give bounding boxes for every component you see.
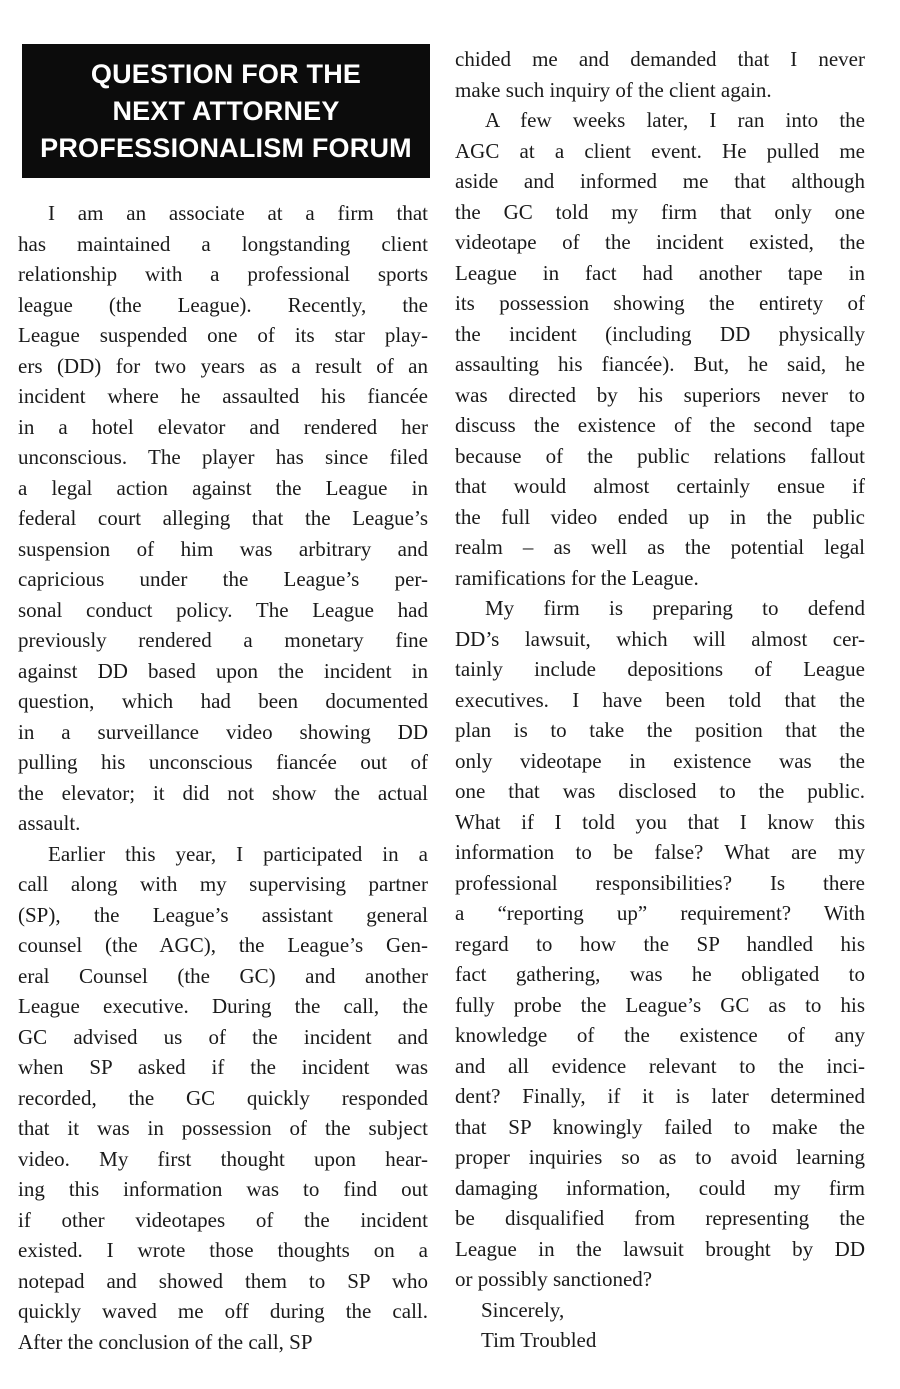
text-line: be disqualified from representing the — [455, 1206, 865, 1230]
text-line: AGC at a client event. He pulled me — [455, 138, 865, 163]
text-line: pulling his unconscious fiancée out of — [18, 750, 428, 774]
text-line: a “reporting up” requirement? With — [455, 901, 865, 925]
text-line: tainly include depositions of League — [455, 657, 865, 681]
text-line: and all evidence relevant to the inci- — [455, 1053, 865, 1078]
text-line: a legal action against the League in — [18, 475, 428, 500]
text-line: League executive. During the call, the — [18, 994, 428, 1018]
text-line: chided me and demanded that I never — [455, 47, 865, 71]
text-line: existed. I wrote those thoughts on a — [18, 1238, 428, 1262]
text-line: only videotape in existence was the — [455, 748, 865, 773]
text-line: proper inquiries so as to avoid learning — [455, 1145, 865, 1169]
text-line: League in the lawsuit brought by DD — [455, 1236, 865, 1261]
text-line: eral Counsel (the GC) and another — [18, 963, 428, 988]
text-line: aside and informed me that although — [455, 169, 865, 193]
text-line: plan is to take the position that the — [455, 718, 865, 742]
text-line: call along with my supervising partner — [18, 872, 428, 896]
text-line: assaulting his fiancée). But, he said, he — [455, 352, 865, 376]
headline-banner — [22, 44, 430, 178]
text-line: discuss the existence of the second tape — [455, 413, 865, 437]
text-line: was directed by his superiors never to — [455, 382, 865, 407]
text-line: because of the public relations fallout — [455, 443, 865, 468]
text-line: professional responsibilities? Is there — [455, 870, 865, 895]
text-line: ing this information was to find out — [18, 1177, 428, 1201]
text-line: that would almost certainly ensue if — [455, 474, 865, 498]
text-line: videotape of the incident existed, the — [455, 230, 865, 254]
text-line: the full video ended up in the public — [455, 504, 865, 529]
text-line: question, which had been documented — [18, 689, 428, 713]
text-line: fully probe the League’s GC as to his — [455, 992, 865, 1017]
text-line: if other videotapes of the incident — [18, 1207, 428, 1232]
text-line: that SP knowingly failed to make the — [455, 1114, 865, 1139]
text-line: counsel (the AGC), the League’s Gen- — [18, 933, 428, 957]
text-line: executives. I have been told that the — [455, 687, 865, 712]
text-line: its possession showing the entirety of — [455, 291, 865, 315]
text-line: that it was in possession of the subject — [18, 1116, 428, 1140]
text-line: in a surveillance video showing DD — [18, 719, 428, 744]
text-line: I am an associate at a firm that — [48, 201, 428, 225]
text-line: league (the League). Recently, the — [18, 292, 428, 317]
text-line: the elevator; it did not show the actual — [18, 780, 428, 805]
text-line: Earlier this year, I participated in a — [48, 841, 428, 866]
text-line: unconscious. The player has since filed — [18, 445, 428, 469]
text-line: My firm is preparing to defend — [485, 596, 865, 620]
headline-line: NEXT ATTORNEY — [112, 95, 340, 126]
text-line: relationship with a professional sports — [18, 262, 428, 286]
text-line: sonal conduct policy. The League had — [18, 597, 428, 622]
text-line: federal court alleging that the League’s — [18, 506, 428, 530]
text-line: when SP asked if the incident was — [18, 1055, 428, 1079]
text-line: suspension of him was arbitrary and — [18, 536, 428, 561]
text-line: regard to how the SP handled his — [455, 931, 865, 956]
text-line: assault. — [18, 811, 81, 835]
text-line: recorded, the GC quickly responded — [18, 1085, 428, 1110]
text-line: League suspended one of its star play- — [18, 323, 428, 347]
signature-name: Tim Troubled — [481, 1328, 597, 1352]
text-line: After the conclusion of the call, SP — [18, 1329, 313, 1354]
text-line: (SP), the League’s assistant general — [18, 902, 428, 927]
text-line: the GC told my firm that only one — [455, 199, 865, 224]
text-line: ramifications for the League. — [455, 565, 699, 590]
text-line: realm – as well as the potential legal — [455, 535, 865, 559]
text-line: previously rendered a monetary fine — [18, 628, 428, 652]
right-column — [455, 44, 865, 1356]
text-line: damaging information, could my firm — [455, 1175, 865, 1200]
text-line: DD’s lawsuit, which will almost cer- — [455, 626, 865, 651]
text-line: in a hotel elevator and rendered her — [18, 414, 428, 439]
text-line: information to be false? What are my — [455, 840, 865, 864]
text-line: fact gathering, was he obligated to — [455, 962, 865, 986]
text-line: the incident (including DD physically — [455, 321, 865, 346]
text-line: or possibly sanctioned? — [455, 1267, 653, 1291]
text-line: notepad and showed them to SP who — [18, 1268, 428, 1293]
text-line: incident where he assaulted his fiancée — [18, 384, 428, 408]
text-line: GC advised us of the incident and — [18, 1024, 428, 1049]
text-line: make such inquiry of the client again. — [455, 77, 772, 102]
text-line: dent? Finally, if it is later determined — [455, 1084, 865, 1108]
text-line: video. My first thought upon hear- — [18, 1146, 428, 1171]
text-line: one that was disclosed to the public. — [455, 779, 865, 803]
text-line: knowledge of the existence of any — [455, 1023, 865, 1047]
headline-line: PROFESSIONALISM FORUM — [40, 132, 412, 163]
text-line: against DD based upon the incident in — [18, 658, 428, 683]
text-line: ers (DD) for two years as a result of an — [18, 353, 428, 378]
text-line: quickly waved me off during the call. — [18, 1299, 428, 1323]
signoff-line: Sincerely, — [481, 1297, 565, 1322]
text-line: What if I told you that I know this — [455, 809, 865, 834]
text-line: League in fact had another tape in — [455, 260, 865, 285]
text-line: A few weeks later, I ran into the — [485, 108, 865, 132]
headline-line: QUESTION FOR THE — [90, 58, 362, 89]
text-line: has maintained a longstanding client — [18, 231, 428, 256]
text-line: capricious under the League’s per- — [18, 567, 428, 591]
left-column — [18, 198, 428, 1357]
